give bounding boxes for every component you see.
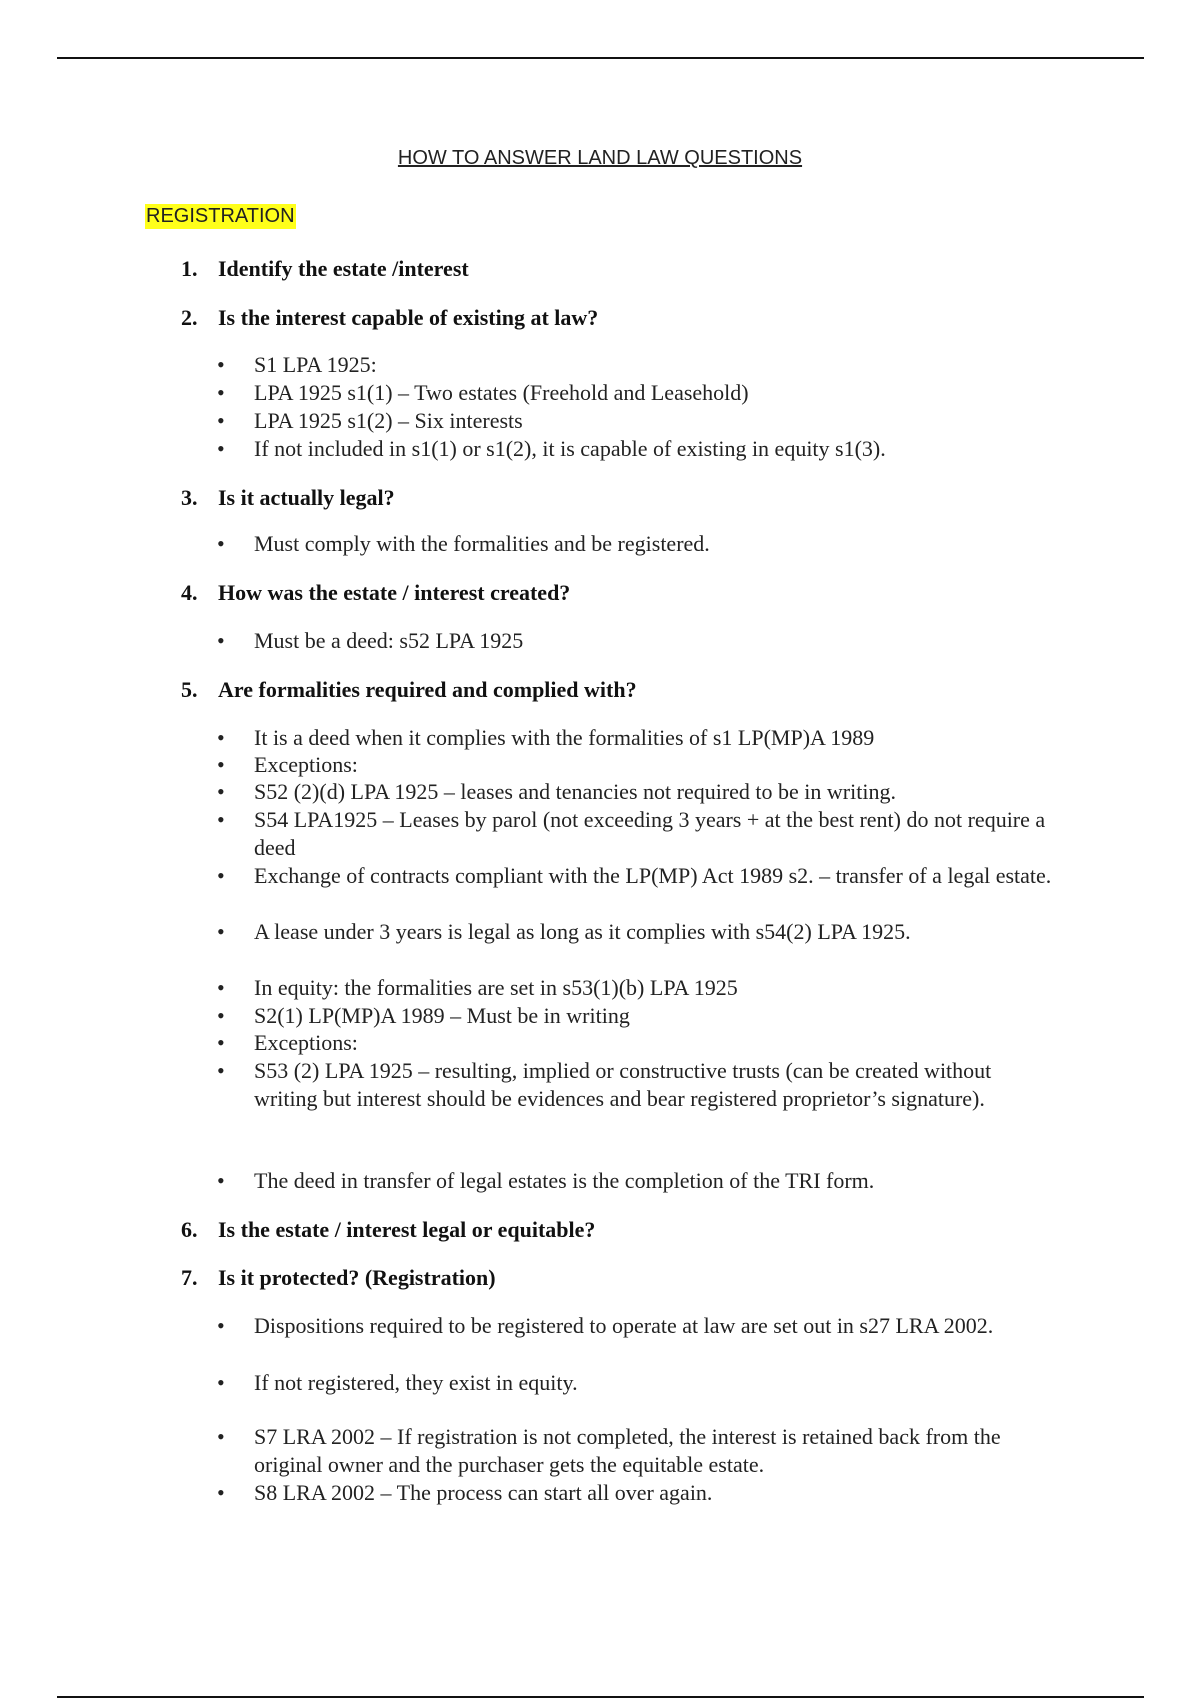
question-text: Are formalities required and complied with? xyxy=(218,677,637,702)
section-heading-registration: REGISTRATION xyxy=(146,205,295,227)
question-text: Identify the estate /interest xyxy=(218,256,469,281)
bullet-icon: • xyxy=(217,919,225,944)
bullet-icon: • xyxy=(217,352,225,377)
bullet-item: • In equity: the formalities are set in s53(1)(b) LPA 1925 xyxy=(217,975,738,1000)
bullet-icon: • xyxy=(217,807,225,832)
question-5 xyxy=(181,677,637,703)
question-text: Is the interest capable of existing at law? xyxy=(218,305,599,330)
bullet-item: • If not included in s1(1) or s1(2), it is capable of existing in equity s1(3). xyxy=(217,436,886,461)
question-4 xyxy=(181,580,570,606)
bullet-item: • Must be a deed: s52 LPA 1925 xyxy=(217,628,524,653)
bullet-icon: • xyxy=(217,1370,225,1395)
question-number: 6. xyxy=(181,1217,198,1242)
bullet-icon: • xyxy=(217,752,225,777)
question-text: How was the estate / interest created? xyxy=(218,580,571,605)
bullet-icon: • xyxy=(217,408,225,433)
question-number: 2. xyxy=(181,305,198,330)
bullet-item: • LPA 1925 s1(1) – Two estates (Freehold and Leasehold) xyxy=(217,380,749,405)
bullet-item: • S7 LRA 2002 – If registration is not completed, the interest is retained back from the original owner and the purchaser gets the equitable estate. xyxy=(217,1424,1001,1477)
question-7 xyxy=(181,1265,496,1291)
bullet-item: • LPA 1925 s1(2) – Six interests xyxy=(217,408,523,433)
bullet-item: • S53 (2) LPA 1925 – resulting, implied or constructive trusts (can be created without writing but interest should be evidences and bear registered proprietor’s signature). xyxy=(217,1058,992,1111)
bullet-icon: • xyxy=(217,1058,225,1083)
bullet-item: • S54 LPA1925 – Leases by parol (not exceeding 3 years + at the best rent) do not require a deed xyxy=(217,807,1046,860)
bullet-item: • If not registered, they exist in equity. xyxy=(217,1370,578,1395)
bullet-item: • S8 LRA 2002 – The process can start all over again. xyxy=(217,1480,713,1505)
bullet-item: • Must comply with the formalities and be registered. xyxy=(217,531,710,556)
bullet-icon: • xyxy=(217,779,225,804)
bullet-icon: • xyxy=(217,1003,225,1028)
bullet-item: • Dispositions required to be registered to operate at law are set out in s27 LRA 2002. xyxy=(217,1313,994,1338)
bullet-icon: • xyxy=(217,1424,225,1449)
bullet-item: • S1 LPA 1925: xyxy=(217,352,377,377)
bullet-item: • Exchange of contracts compliant with the LP(MP) Act 1989 s2. – transfer of a legal estate. xyxy=(217,863,1052,888)
question-3 xyxy=(181,485,395,511)
question-number: 5. xyxy=(181,677,198,702)
bullet-icon: • xyxy=(217,975,225,1000)
question-text: Is it actually legal? xyxy=(218,485,395,510)
question-number: 7. xyxy=(181,1265,198,1290)
bullet-icon: • xyxy=(217,1030,225,1055)
bullet-icon: • xyxy=(217,1480,225,1505)
bullet-item: • A lease under 3 years is legal as long as it complies with s54(2) LPA 1925. xyxy=(217,919,911,944)
question-6 xyxy=(181,1217,595,1243)
header-rule xyxy=(57,57,1144,59)
bullet-icon: • xyxy=(217,380,225,405)
question-number: 1. xyxy=(181,256,198,281)
bullet-icon: • xyxy=(217,628,225,653)
question-2 xyxy=(181,305,598,331)
bullet-icon: • xyxy=(217,725,225,750)
bullet-item: • It is a deed when it complies with the formalities of s1 LP(MP)A 1989 xyxy=(217,725,875,750)
bullet-icon: • xyxy=(217,436,225,461)
bullet-item: • Exceptions: xyxy=(217,752,358,777)
bullet-icon: • xyxy=(217,1313,225,1338)
question-1 xyxy=(181,256,469,282)
bullet-icon: • xyxy=(217,863,225,888)
bullet-item: • The deed in transfer of legal estates is the completion of the TRI form. xyxy=(217,1168,875,1193)
page-title: HOW TO ANSWER LAND LAW QUESTIONS xyxy=(397,147,803,169)
bullet-icon: • xyxy=(217,531,225,556)
bullet-icon: • xyxy=(217,1168,225,1193)
question-number: 3. xyxy=(181,485,198,510)
bullet-item: • S2(1) LP(MP)A 1989 – Must be in writing xyxy=(217,1003,630,1028)
question-text: Is it protected? (Registration) xyxy=(218,1265,496,1290)
bullet-item: • S52 (2)(d) LPA 1925 – leases and tenancies not required to be in writing. xyxy=(217,779,896,804)
question-text: Is the estate / interest legal or equitable? xyxy=(218,1217,596,1242)
bullet-item: • Exceptions: xyxy=(217,1030,358,1055)
footer-rule xyxy=(57,1696,1144,1698)
question-number: 4. xyxy=(181,580,198,605)
